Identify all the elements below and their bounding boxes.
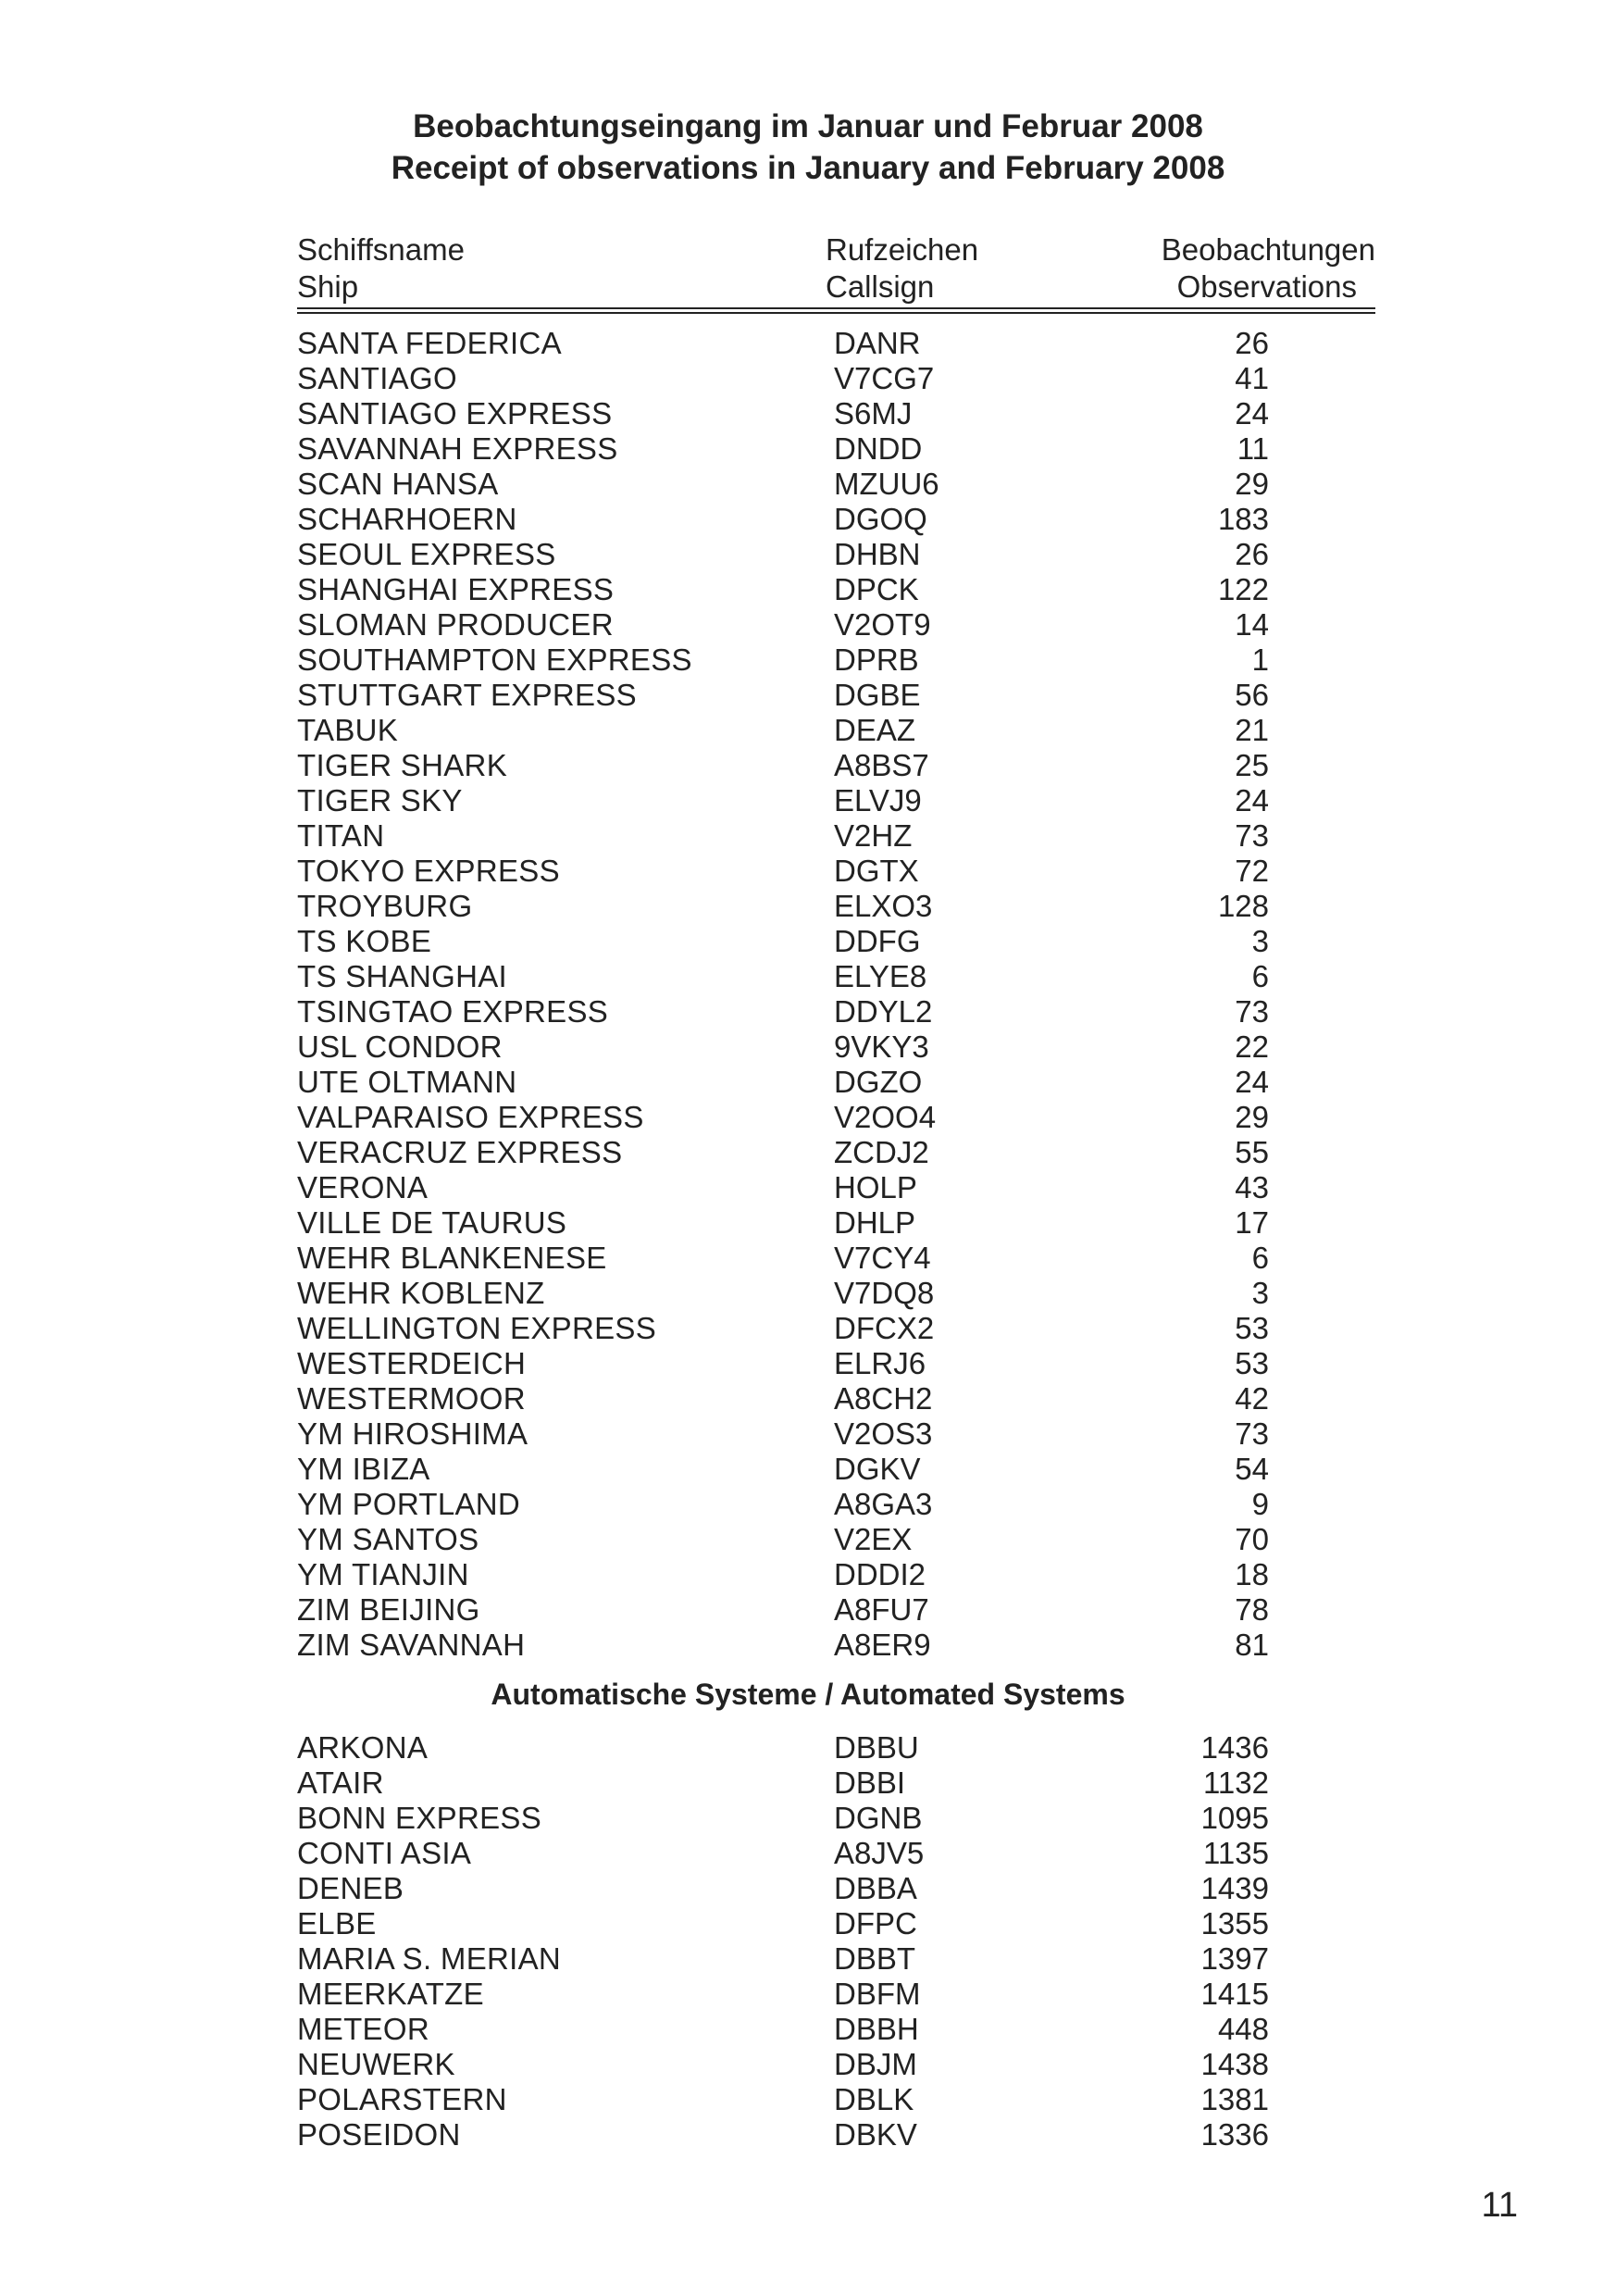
ship-name: SOUTHAMPTON EXPRESS — [297, 643, 692, 677]
ship-name: TOKYO EXPRESS — [297, 854, 560, 888]
observation-count: 183 — [1217, 502, 1269, 536]
table-row — [297, 2117, 1269, 2152]
ship-name: WESTERDEICH — [297, 1346, 527, 1380]
callsign: V2EX — [834, 1522, 913, 1556]
callsign: ZCDJ2 — [834, 1135, 929, 1169]
table-row — [297, 1628, 1269, 1663]
ship-name: CONTI ASIA — [297, 1836, 472, 1870]
observation-count: 56 — [1235, 678, 1269, 712]
callsign: DGNB — [834, 1801, 923, 1835]
observation-count: 81 — [1235, 1628, 1269, 1662]
ship-name: BONN EXPRESS — [297, 1801, 542, 1835]
table-row — [297, 748, 1269, 783]
observation-count: 72 — [1235, 854, 1269, 888]
callsign: ELXO3 — [834, 889, 933, 923]
table-row — [297, 2047, 1269, 2082]
ship-name: YM SANTOS — [297, 1522, 479, 1556]
callsign: DDFG — [834, 924, 921, 958]
table-row — [297, 396, 1269, 431]
callsign: DPCK — [834, 572, 919, 606]
header-observations-de: Beobachtungen — [1161, 232, 1375, 267]
table-row — [297, 1977, 1269, 2012]
observation-count: 42 — [1235, 1381, 1269, 1416]
table-row — [297, 1801, 1269, 1836]
table-row — [297, 537, 1269, 572]
table-row — [297, 1205, 1269, 1241]
header-callsign-de: Rufzeichen — [826, 232, 979, 267]
table-row — [297, 2082, 1269, 2117]
header-ship-en: Ship — [297, 269, 359, 304]
observation-count: 70 — [1235, 1522, 1269, 1556]
callsign: DHLP — [834, 1205, 916, 1240]
callsign: DGKV — [834, 1452, 921, 1486]
ship-name: TITAN — [297, 818, 385, 853]
observation-count: 26 — [1235, 537, 1269, 571]
table-row — [297, 1416, 1269, 1452]
observation-count: 11 — [1237, 431, 1269, 466]
table-row — [297, 994, 1269, 1029]
observation-count: 29 — [1235, 1100, 1269, 1134]
table-row — [297, 1381, 1269, 1416]
observation-count: 22 — [1235, 1029, 1269, 1064]
page-number: 11 — [1481, 2186, 1518, 2225]
callsign: ELRJ6 — [834, 1346, 926, 1380]
observation-count: 1 — [1251, 643, 1269, 677]
table-row — [297, 572, 1269, 607]
title-english: Receipt of observations in January and February 2008 — [391, 150, 1225, 186]
table-row — [297, 1871, 1269, 1906]
callsign: 9VKY3 — [834, 1029, 929, 1064]
ship-name: ARKONA — [297, 1730, 429, 1765]
ship-name: USL CONDOR — [297, 1029, 503, 1064]
callsign: A8FU7 — [834, 1592, 929, 1627]
table-row — [297, 502, 1269, 537]
observation-count: 128 — [1217, 889, 1269, 923]
observation-count: 21 — [1235, 713, 1269, 747]
observation-count: 6 — [1251, 959, 1269, 993]
callsign: ELVJ9 — [834, 783, 922, 817]
ship-name: POSEIDON — [297, 2117, 461, 2152]
observation-count: 25 — [1235, 748, 1269, 782]
callsign: V7CY4 — [834, 1241, 931, 1275]
table-row — [297, 361, 1269, 396]
observation-count: 14 — [1235, 607, 1269, 642]
header-callsign-en: Callsign — [826, 269, 935, 304]
observation-count: 9 — [1251, 1487, 1269, 1521]
callsign: DBBU — [834, 1730, 919, 1765]
callsign: V7DQ8 — [834, 1276, 935, 1310]
table-row — [297, 1170, 1269, 1205]
ship-name: YM TIANJIN — [297, 1557, 469, 1591]
table-row — [297, 854, 1269, 889]
observation-count: 73 — [1235, 994, 1269, 1029]
observation-count: 3 — [1251, 1276, 1269, 1310]
table-row — [297, 1276, 1269, 1311]
observation-count: 1095 — [1200, 1801, 1269, 1835]
table-row — [297, 1557, 1269, 1592]
ship-name: VERACRUZ EXPRESS — [297, 1135, 623, 1169]
table-row — [297, 1100, 1269, 1135]
ship-name: YM PORTLAND — [297, 1487, 521, 1521]
callsign: ELYE8 — [834, 959, 927, 993]
observation-count: 1336 — [1200, 2117, 1269, 2152]
callsign: S6MJ — [834, 396, 913, 430]
ship-name: SLOMAN PRODUCER — [297, 607, 614, 642]
table-row — [297, 924, 1269, 959]
observation-count: 26 — [1235, 326, 1269, 360]
ship-name: SANTIAGO — [297, 361, 457, 395]
ship-name: TS SHANGHAI — [297, 959, 508, 993]
ship-name: METEOR — [297, 2012, 429, 2046]
ship-name: TS KOBE — [297, 924, 432, 958]
callsign: DBLK — [834, 2082, 914, 2116]
ship-name: WELLINGTON EXPRESS — [297, 1311, 657, 1345]
observation-count: 1397 — [1200, 1941, 1269, 1976]
callsign: A8ER9 — [834, 1628, 931, 1662]
ship-name: ATAIR — [297, 1766, 384, 1800]
observation-count: 53 — [1235, 1311, 1269, 1345]
ship-name: TABUK — [297, 713, 399, 747]
callsign: V2HZ — [834, 818, 913, 853]
table-row — [297, 678, 1269, 713]
callsign: DFPC — [834, 1906, 917, 1940]
callsign: DBKV — [834, 2117, 917, 2152]
callsign: DBBH — [834, 2012, 919, 2046]
ship-name: SHANGHAI EXPRESS — [297, 572, 615, 606]
callsign: MZUU6 — [834, 467, 939, 501]
callsign: DGOQ — [834, 502, 927, 536]
observation-count: 41 — [1235, 361, 1269, 395]
ship-name: TIGER SHARK — [297, 748, 508, 782]
observation-count: 73 — [1235, 1416, 1269, 1451]
callsign: A8CH2 — [834, 1381, 933, 1416]
observation-count: 122 — [1217, 572, 1269, 606]
table-row — [297, 326, 1269, 361]
ship-name: SANTA FEDERICA — [297, 326, 562, 360]
header-observations-en: Observations — [1176, 269, 1357, 304]
table-row — [297, 431, 1269, 467]
table-row — [297, 467, 1269, 502]
observation-count: 24 — [1235, 1065, 1269, 1099]
ship-name: VILLE DE TAURUS — [297, 1205, 567, 1240]
observation-count: 17 — [1235, 1205, 1269, 1240]
callsign: DBJM — [834, 2047, 917, 2081]
ship-name: TSINGTAO EXPRESS — [297, 994, 609, 1029]
table-row — [297, 1592, 1269, 1628]
ship-name: WEHR BLANKENESE — [297, 1241, 607, 1275]
callsign: DANR — [834, 326, 921, 360]
callsign: HOLP — [834, 1170, 917, 1204]
table-row — [297, 1487, 1269, 1522]
ship-name: ZIM SAVANNAH — [297, 1628, 526, 1662]
automated-systems-table — [297, 1730, 1269, 2152]
callsign: V7CG7 — [834, 361, 935, 395]
ship-name: YM HIROSHIMA — [297, 1416, 528, 1451]
observation-count: 3 — [1251, 924, 1269, 958]
ship-name: ZIM BEIJING — [297, 1592, 480, 1627]
callsign: A8JV5 — [834, 1836, 925, 1870]
ship-name: STUTTGART EXPRESS — [297, 678, 637, 712]
ship-name: WEHR KOBLENZ — [297, 1276, 545, 1310]
ships-table — [297, 326, 1269, 1663]
observation-count: 1436 — [1200, 1730, 1269, 1765]
callsign: DDDI2 — [834, 1557, 926, 1591]
callsign: DEAZ — [834, 713, 916, 747]
ship-name: VALPARAISO EXPRESS — [297, 1100, 644, 1134]
ship-name: SANTIAGO EXPRESS — [297, 396, 613, 430]
table-row — [297, 643, 1269, 678]
automated-systems-heading: Automatische Systeme / Automated Systems — [491, 1678, 1125, 1711]
callsign: DGTX — [834, 854, 919, 888]
ship-name: WESTERMOOR — [297, 1381, 526, 1416]
observation-count: 54 — [1235, 1452, 1269, 1486]
header-rule-bottom — [297, 312, 1375, 314]
ship-name: MEERKATZE — [297, 1977, 484, 2011]
ship-name: YM IBIZA — [297, 1452, 430, 1486]
table-row — [297, 713, 1269, 748]
table-row — [297, 1941, 1269, 1977]
callsign: A8GA3 — [834, 1487, 933, 1521]
ship-name: SEOUL EXPRESS — [297, 537, 556, 571]
observation-count: 18 — [1235, 1557, 1269, 1591]
table-row — [297, 1241, 1269, 1276]
ship-name: NEUWERK — [297, 2047, 455, 2081]
callsign: DBBI — [834, 1766, 906, 1800]
table-row — [297, 1906, 1269, 1941]
table-row — [297, 1346, 1269, 1381]
table-row — [297, 2012, 1269, 2047]
observation-count: 448 — [1217, 2012, 1269, 2046]
observation-count: 73 — [1235, 818, 1269, 853]
observation-count: 1135 — [1203, 1836, 1269, 1870]
ship-name: ELBE — [297, 1906, 377, 1940]
table-row — [297, 1836, 1269, 1871]
callsign: V2OS3 — [834, 1416, 933, 1451]
table-row — [297, 889, 1269, 924]
ship-name: MARIA S. MERIAN — [297, 1941, 562, 1976]
ship-name: VERONA — [297, 1170, 429, 1204]
table-row — [297, 1766, 1269, 1801]
observation-count: 55 — [1235, 1135, 1269, 1169]
table-row — [297, 783, 1269, 818]
ship-name: TROYBURG — [297, 889, 473, 923]
observation-count: 1439 — [1200, 1871, 1269, 1905]
observation-count: 1438 — [1200, 2047, 1269, 2081]
ship-name: POLARSTERN — [297, 2082, 507, 2116]
callsign: DNDD — [834, 431, 923, 466]
table-row — [297, 1029, 1269, 1065]
callsign: A8BS7 — [834, 748, 929, 782]
callsign: DBBA — [834, 1871, 917, 1905]
ship-name: SAVANNAH EXPRESS — [297, 431, 618, 466]
callsign: DDYL2 — [834, 994, 933, 1029]
table-row — [297, 1065, 1269, 1100]
observation-count: 24 — [1235, 396, 1269, 430]
table-row — [297, 1311, 1269, 1346]
observation-count: 53 — [1235, 1346, 1269, 1380]
callsign: V2OO4 — [834, 1100, 937, 1134]
table-row — [297, 1452, 1269, 1487]
observation-count: 24 — [1235, 783, 1269, 817]
observation-count: 43 — [1235, 1170, 1269, 1204]
callsign: DBFM — [834, 1977, 921, 2011]
observation-count: 29 — [1235, 467, 1269, 501]
callsign: DGZO — [834, 1065, 923, 1099]
observation-count: 1381 — [1200, 2082, 1269, 2116]
callsign: DHBN — [834, 537, 921, 571]
observation-count: 6 — [1251, 1241, 1269, 1275]
observation-count: 78 — [1235, 1592, 1269, 1627]
header-rule-top — [297, 307, 1375, 309]
ship-name: SCAN HANSA — [297, 467, 499, 501]
table-row — [297, 1730, 1269, 1766]
ship-name: SCHARHOERN — [297, 502, 517, 536]
ship-name: DENEB — [297, 1871, 404, 1905]
observation-count: 1132 — [1203, 1766, 1269, 1800]
observation-count: 1355 — [1200, 1906, 1269, 1940]
observation-count: 1415 — [1200, 1977, 1269, 2011]
callsign: V2OT9 — [834, 607, 931, 642]
ship-name: UTE OLTMANN — [297, 1065, 517, 1099]
callsign: DGBE — [834, 678, 921, 712]
table-row — [297, 1522, 1269, 1557]
table-row — [297, 1135, 1269, 1170]
callsign: DFCX2 — [834, 1311, 935, 1345]
table-row — [297, 959, 1269, 994]
title-german: Beobachtungseingang im Januar und Februar 2008 — [413, 108, 1203, 144]
table-row — [297, 607, 1269, 643]
callsign: DBBT — [834, 1941, 916, 1976]
table-row — [297, 818, 1269, 854]
callsign: DPRB — [834, 643, 919, 677]
header-ship-de: Schiffsname — [297, 232, 465, 267]
ship-name: TIGER SKY — [297, 783, 463, 817]
